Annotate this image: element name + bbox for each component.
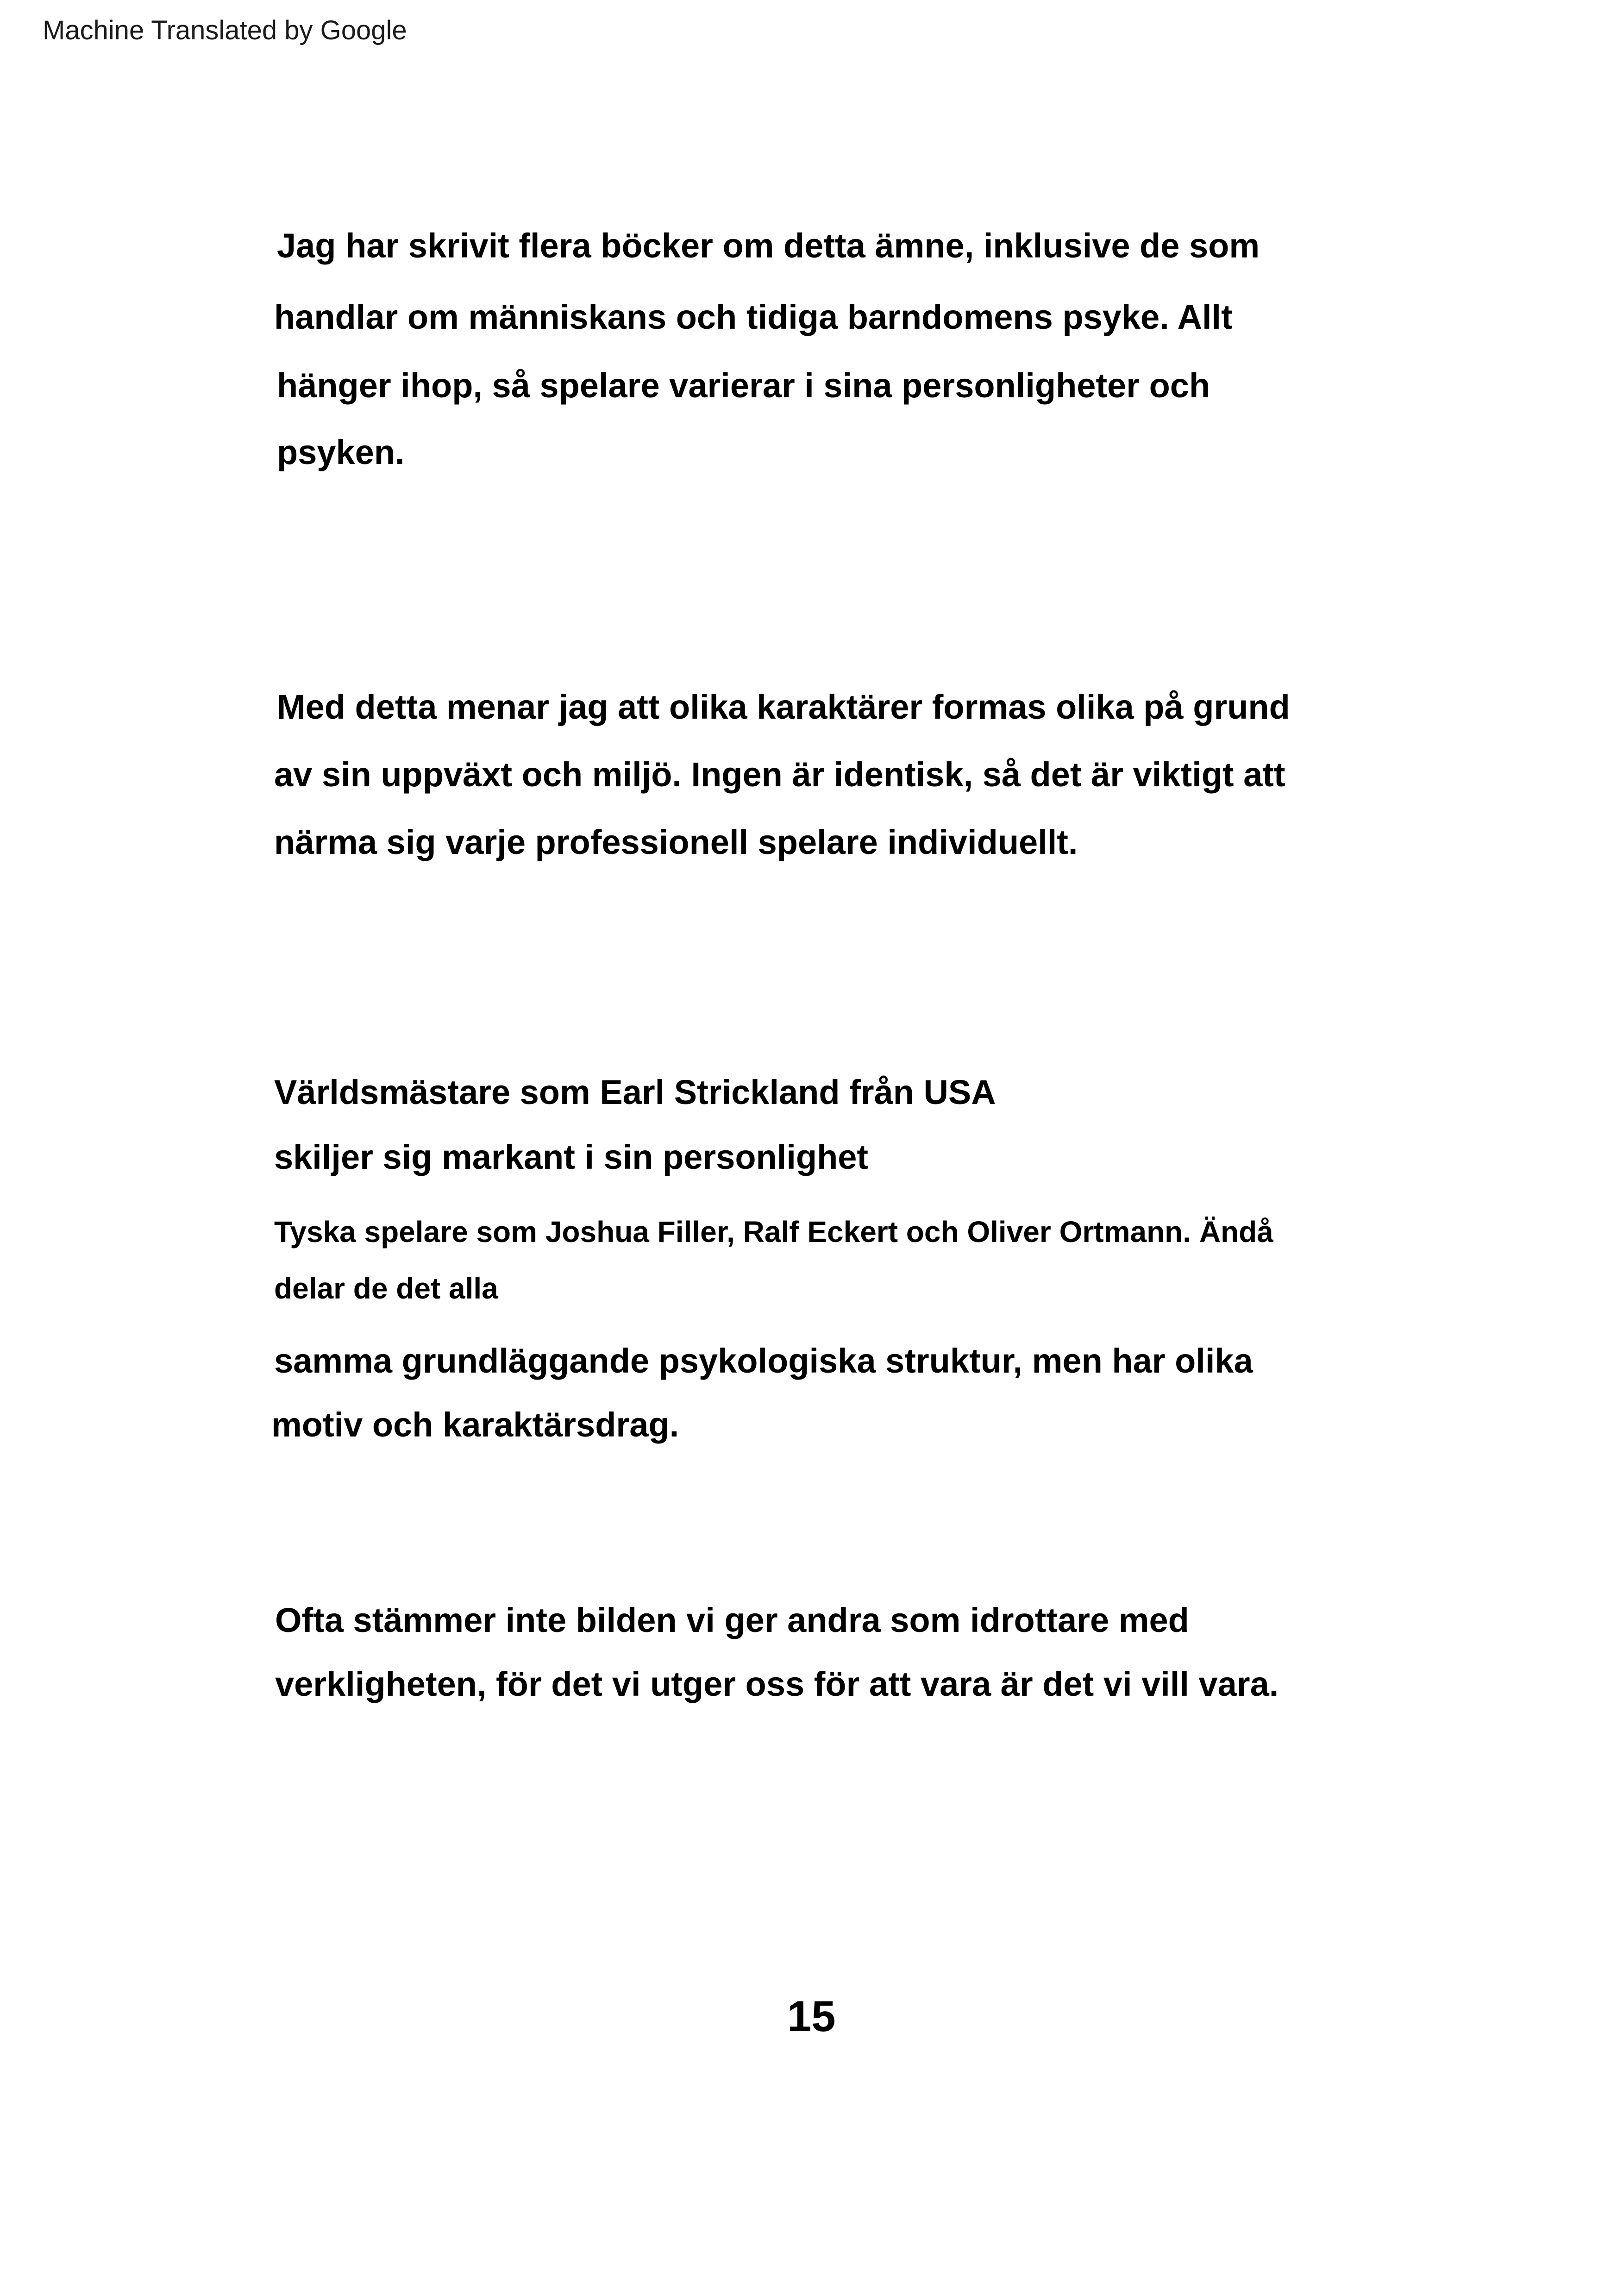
paragraph-line: motiv och karaktärsdrag. [271, 1405, 679, 1444]
paragraph-line: Världsmästare som Earl Strickland från USA [274, 1073, 996, 1111]
paragraph-line: skiljer sig markant i sin personlighet [274, 1138, 869, 1176]
paragraph-line: av sin uppväxt och miljö. Ingen är identisk, så det är viktigt att [274, 755, 1285, 794]
paragraph-line: verkligheten, för det vi utger oss för att vara är det vi vill vara. [275, 1665, 1279, 1703]
machine-translation-notice: Machine Translated by Google [43, 15, 407, 45]
paragraph-line: närma sig varje professionell spelare individuellt. [274, 823, 1078, 861]
paragraph-line: samma grundläggande psykologiska struktur, men har olika [274, 1342, 1253, 1380]
paragraph-line: Tyska spelare som Joshua Filler, Ralf Eckert och Oliver Ortmann. Ändå [274, 1215, 1273, 1248]
paragraph-line: psyken. [277, 433, 405, 471]
page-number: 15 [787, 1992, 836, 2040]
paragraph-line: Jag har skrivit flera böcker om detta ämne, inklusive de som [277, 226, 1260, 265]
paragraph-line: handlar om människans och tidiga barndomens psyke. Allt [274, 298, 1233, 336]
paragraph-line: hänger ihop, så spelare varierar i sina personligheter och [277, 366, 1210, 405]
paragraph-line: Ofta stämmer inte bilden vi ger andra som idrottare med [275, 1601, 1189, 1639]
paragraph-line: Med detta menar jag att olika karaktärer formas olika på grund [277, 688, 1290, 726]
paragraph-line: delar de det alla [274, 1272, 498, 1305]
